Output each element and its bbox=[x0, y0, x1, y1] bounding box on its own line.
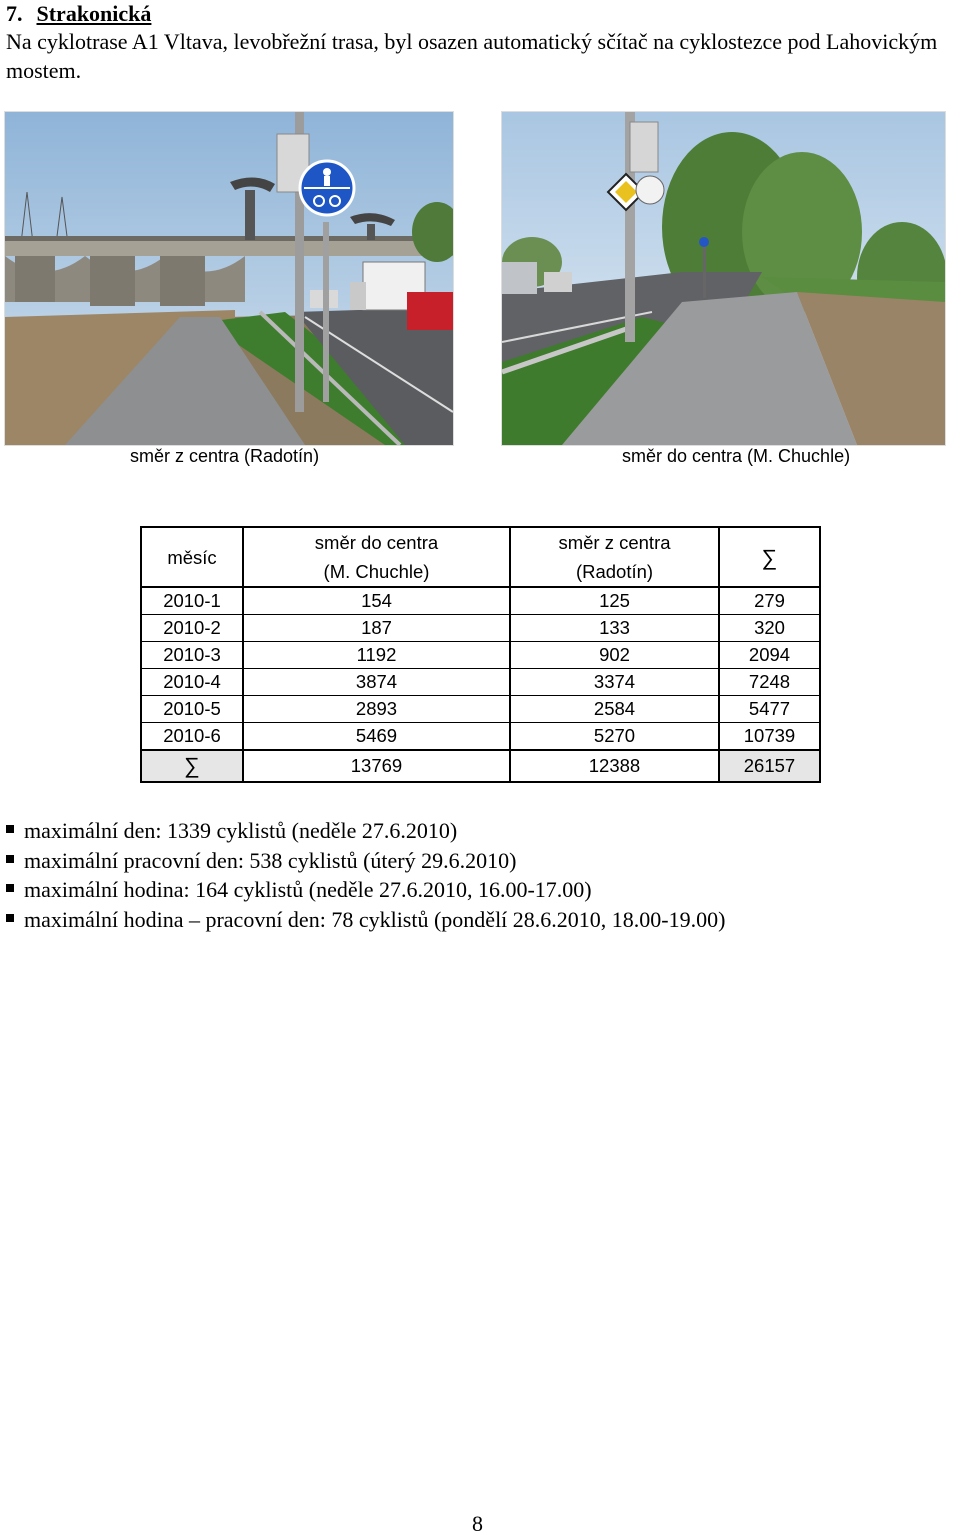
cell-month: 2010-3 bbox=[141, 642, 243, 669]
table-total-row bbox=[141, 750, 820, 782]
total-from-centre: 12388 bbox=[510, 750, 719, 782]
table-row bbox=[141, 587, 820, 615]
fact-text: maximální den: 1339 cyklistů (neděle 27.6.2010) bbox=[24, 818, 458, 843]
table-row bbox=[141, 669, 820, 696]
cell-sum: 2094 bbox=[719, 642, 820, 669]
cell-month: 2010-5 bbox=[141, 696, 243, 723]
cell-sum: 10739 bbox=[719, 723, 820, 751]
cell-month: 2010-6 bbox=[141, 723, 243, 751]
cell-from-centre: 902 bbox=[510, 642, 719, 669]
cell-to-centre: 5469 bbox=[243, 723, 510, 751]
cell-sum: 279 bbox=[719, 587, 820, 615]
section-heading bbox=[6, 1, 151, 27]
cell-from-centre: 3374 bbox=[510, 669, 719, 696]
cell-to-centre: 187 bbox=[243, 615, 510, 642]
section-number: 7. bbox=[6, 1, 23, 26]
bullet-square-icon bbox=[6, 884, 14, 892]
section-title: Strakonická bbox=[36, 1, 152, 26]
cell-month: 2010-2 bbox=[141, 615, 243, 642]
table-row bbox=[141, 723, 820, 751]
cell-to-centre: 3874 bbox=[243, 669, 510, 696]
cell-from-centre: 133 bbox=[510, 615, 719, 642]
photo-direction-to-centre bbox=[501, 111, 946, 446]
cyclist-count-table bbox=[140, 526, 821, 783]
header-month: měsíc bbox=[141, 527, 243, 587]
cell-from-centre: 5270 bbox=[510, 723, 719, 751]
photo-caption-left: směr z centra (Radotín) bbox=[130, 446, 320, 466]
list-item bbox=[6, 875, 725, 905]
list-item bbox=[6, 846, 725, 876]
photo-direction-from-centre bbox=[4, 111, 454, 446]
header-to-line1: směr do centra bbox=[314, 532, 439, 553]
cell-to-centre: 2893 bbox=[243, 696, 510, 723]
list-item bbox=[6, 905, 725, 935]
total-to-centre: 13769 bbox=[243, 750, 510, 782]
cell-to-centre: 1192 bbox=[243, 642, 510, 669]
page-number: 8 bbox=[472, 1511, 483, 1536]
list-item bbox=[6, 816, 725, 846]
cell-month: 2010-4 bbox=[141, 669, 243, 696]
header-direction-from-centre bbox=[510, 527, 719, 587]
intro-paragraph: Na cyklotrase A1 Vltava, levobřežní trasa, byl osazen automatický sčítač na cyklostezce pod Lahovickým mostem. bbox=[6, 29, 938, 83]
header-from-line1: směr z centra bbox=[558, 532, 671, 553]
fact-text: maximální pracovní den: 538 cyklistů (úterý 29.6.2010) bbox=[24, 847, 517, 873]
maximum-values-list bbox=[6, 816, 725, 934]
header-direction-to-centre bbox=[243, 527, 510, 587]
cell-sum: 7248 bbox=[719, 669, 820, 696]
cell-from-centre: 125 bbox=[510, 587, 719, 615]
header-sum: ∑ bbox=[719, 527, 820, 587]
total-label: ∑ bbox=[141, 750, 243, 782]
bullet-square-icon bbox=[6, 825, 14, 833]
cell-to-centre: 154 bbox=[243, 587, 510, 615]
cell-sum: 5477 bbox=[719, 696, 820, 723]
table-row bbox=[141, 642, 820, 669]
header-to-line2: (M. Chuchle) bbox=[323, 561, 430, 582]
cell-month: 2010-1 bbox=[141, 587, 243, 615]
bullet-square-icon bbox=[6, 855, 14, 863]
total-sum: 26157 bbox=[719, 750, 820, 782]
cell-from-centre: 2584 bbox=[510, 696, 719, 723]
bullet-square-icon bbox=[6, 914, 14, 922]
photo-caption-right: směr do centra (M. Chuchle) bbox=[622, 446, 851, 466]
table-row bbox=[141, 615, 820, 642]
table-header-row bbox=[141, 527, 820, 587]
cell-sum: 320 bbox=[719, 615, 820, 642]
fact-text: maximální hodina: 164 cyklistů (neděle 27.6.2010, 16.00-17.00) bbox=[24, 877, 592, 902]
fact-text: maximální hodina – pracovní den: 78 cyklistů (pondělí 28.6.2010, 18.00-19.00) bbox=[24, 906, 726, 932]
table-row bbox=[141, 696, 820, 723]
header-from-line2: (Radotín) bbox=[575, 561, 654, 582]
